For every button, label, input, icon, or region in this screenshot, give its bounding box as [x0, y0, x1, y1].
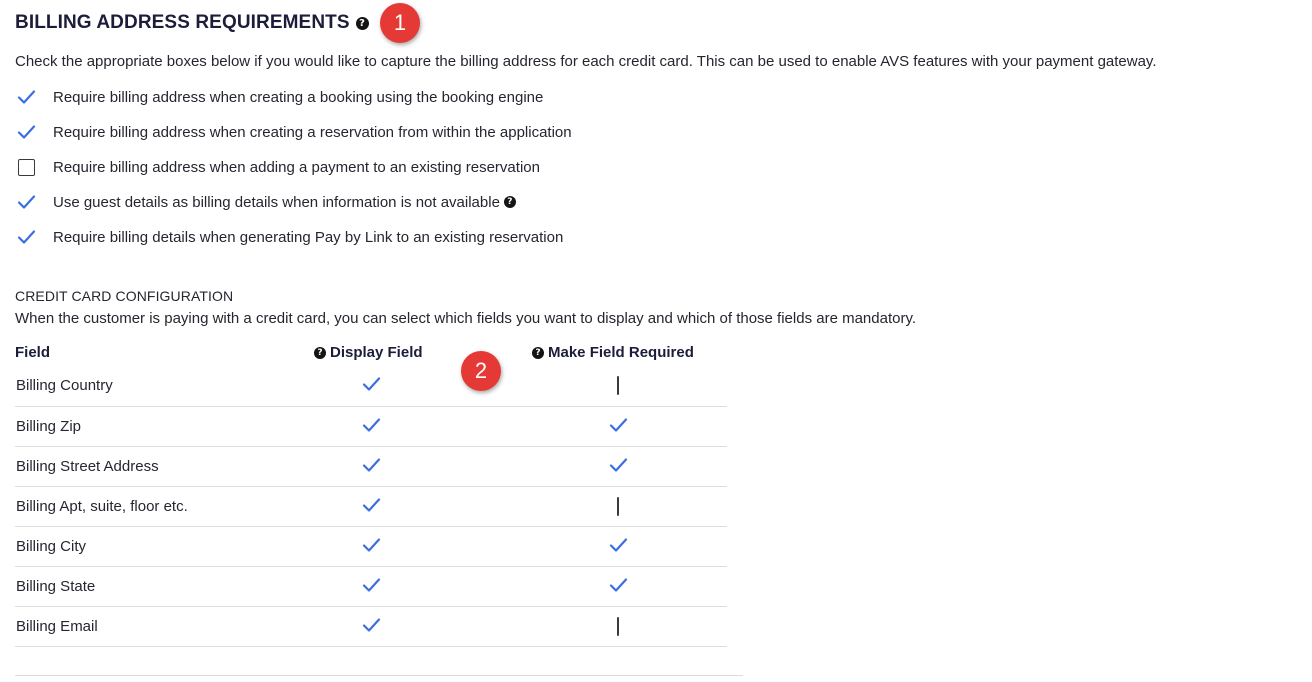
- billing-option-label: Require billing address when creating a reservation from within the application: [53, 123, 572, 141]
- display-field-cell: [360, 447, 382, 486]
- display-field-cell: [360, 567, 382, 606]
- table-row: [15, 607, 727, 647]
- billing-option: [15, 156, 540, 178]
- billing-option: [15, 86, 543, 108]
- display-field-cell: [360, 407, 382, 446]
- checkmark-icon: [360, 454, 382, 476]
- display-field-checkbox-checked[interactable]: [360, 574, 382, 600]
- required-field-cell: [607, 527, 629, 566]
- required-field-cell: [607, 567, 629, 606]
- help-icon[interactable]: ?: [532, 347, 544, 359]
- billing-address-title-text: BILLING ADDRESS REQUIREMENTS: [15, 12, 350, 33]
- checkmark-icon: [360, 373, 382, 395]
- checkmark-icon: [15, 226, 37, 248]
- required-field-checkbox-unchecked[interactable]: [617, 498, 619, 515]
- billing-option: [15, 191, 516, 213]
- display-field-checkbox-checked[interactable]: [360, 414, 382, 440]
- display-field-cell: [360, 366, 382, 405]
- billing-address-description: Check the appropriate boxes below if you would like to capture the billing address for each credit card. This can be used to enable AVS features with your payment gateway.: [15, 53, 1157, 70]
- display-field-checkbox-checked[interactable]: [360, 614, 382, 640]
- help-icon[interactable]: ?: [356, 17, 369, 30]
- field-name: Billing Apt, suite, floor etc.: [16, 498, 188, 515]
- required-field-cell: [607, 447, 629, 486]
- field-name: Billing Email: [16, 618, 98, 635]
- table-header: [15, 344, 727, 366]
- callout-marker-2: 2: [461, 351, 501, 391]
- column-header-field-label: Field: [15, 344, 51, 361]
- checkmark-icon: [15, 121, 37, 143]
- callout-marker-1: 1: [380, 3, 420, 43]
- display-field-cell: [360, 607, 382, 646]
- checkmark-icon: [360, 414, 382, 436]
- required-field-checkbox-checked[interactable]: [607, 574, 629, 600]
- required-field-cell: [607, 366, 629, 405]
- help-icon[interactable]: ?: [504, 196, 516, 208]
- checkmark-icon: [360, 574, 382, 596]
- table-row: [15, 366, 727, 407]
- empty-checkbox: [617, 617, 619, 636]
- billing-option-label: Require billing details when generating Pay by Link to an existing reservation: [53, 228, 564, 246]
- credit-card-config-heading: CREDIT CARD CONFIGURATION: [15, 288, 234, 304]
- column-header-display: [314, 344, 423, 361]
- required-field-cell: [607, 487, 629, 526]
- checkmark-icon: [15, 191, 37, 213]
- display-field-checkbox-checked[interactable]: [360, 534, 382, 560]
- required-field-cell: [607, 607, 629, 646]
- table-row: [15, 487, 727, 527]
- display-field-checkbox-checked[interactable]: [360, 494, 382, 520]
- checkmark-icon: [360, 494, 382, 516]
- column-header-display-label: Display Field: [330, 344, 423, 361]
- credit-card-config-description: When the customer is paying with a credit card, you can select which fields you want to display and which of those fields are mandatory.: [15, 310, 917, 327]
- help-icon[interactable]: ?: [314, 347, 326, 359]
- checkmark-icon: [15, 86, 37, 108]
- billing-option-checkbox-checked[interactable]: [15, 226, 37, 248]
- billing-option-checkbox-checked[interactable]: [15, 191, 37, 213]
- field-name: Billing Street Address: [16, 458, 159, 475]
- empty-checkbox: [617, 376, 619, 395]
- billing-option-label: Use guest details as billing details when information is not available: [53, 193, 500, 211]
- billing-address-title: [15, 12, 369, 34]
- required-field-checkbox-checked[interactable]: [607, 414, 629, 440]
- column-header-required: [532, 344, 694, 361]
- field-name: Billing City: [16, 538, 87, 555]
- checkmark-icon: [607, 454, 629, 476]
- field-name: Billing Zip: [16, 418, 82, 435]
- table-body: [15, 366, 727, 647]
- display-field-cell: [360, 487, 382, 526]
- display-field-cell: [360, 527, 382, 566]
- empty-checkbox: [617, 497, 619, 516]
- required-field-checkbox-checked[interactable]: [607, 454, 629, 480]
- field-name: Billing Country: [16, 377, 113, 394]
- credit-card-fields-table: [15, 344, 727, 647]
- checkmark-icon: [360, 614, 382, 636]
- display-field-checkbox-checked[interactable]: [360, 373, 382, 399]
- billing-option: [15, 226, 563, 248]
- required-field-checkbox-unchecked[interactable]: [617, 377, 619, 394]
- checkmark-icon: [607, 574, 629, 596]
- display-field-checkbox-checked[interactable]: [360, 454, 382, 480]
- field-name: Billing State: [16, 578, 96, 595]
- billing-option-label: Require billing address when creating a booking using the booking engine: [53, 88, 544, 106]
- section-divider: [15, 675, 743, 676]
- table-row: [15, 527, 727, 567]
- required-field-checkbox-checked[interactable]: [607, 534, 629, 560]
- column-header-field: [15, 344, 50, 361]
- table-row: [15, 567, 727, 607]
- checkmark-icon: [360, 534, 382, 556]
- billing-option: [15, 121, 572, 143]
- billing-option-checkbox-checked[interactable]: [15, 121, 37, 143]
- empty-checkbox: [18, 159, 35, 176]
- checkmark-icon: [607, 414, 629, 436]
- billing-option-checkbox-unchecked[interactable]: [15, 156, 37, 178]
- billing-option-label: Require billing address when adding a payment to an existing reservation: [53, 158, 540, 176]
- billing-option-checkbox-checked[interactable]: [15, 86, 37, 108]
- checkmark-icon: [607, 534, 629, 556]
- column-header-required-label: Make Field Required: [548, 344, 694, 361]
- table-row: [15, 407, 727, 447]
- required-field-cell: [607, 407, 629, 446]
- required-field-checkbox-unchecked[interactable]: [617, 618, 619, 635]
- table-row: [15, 447, 727, 487]
